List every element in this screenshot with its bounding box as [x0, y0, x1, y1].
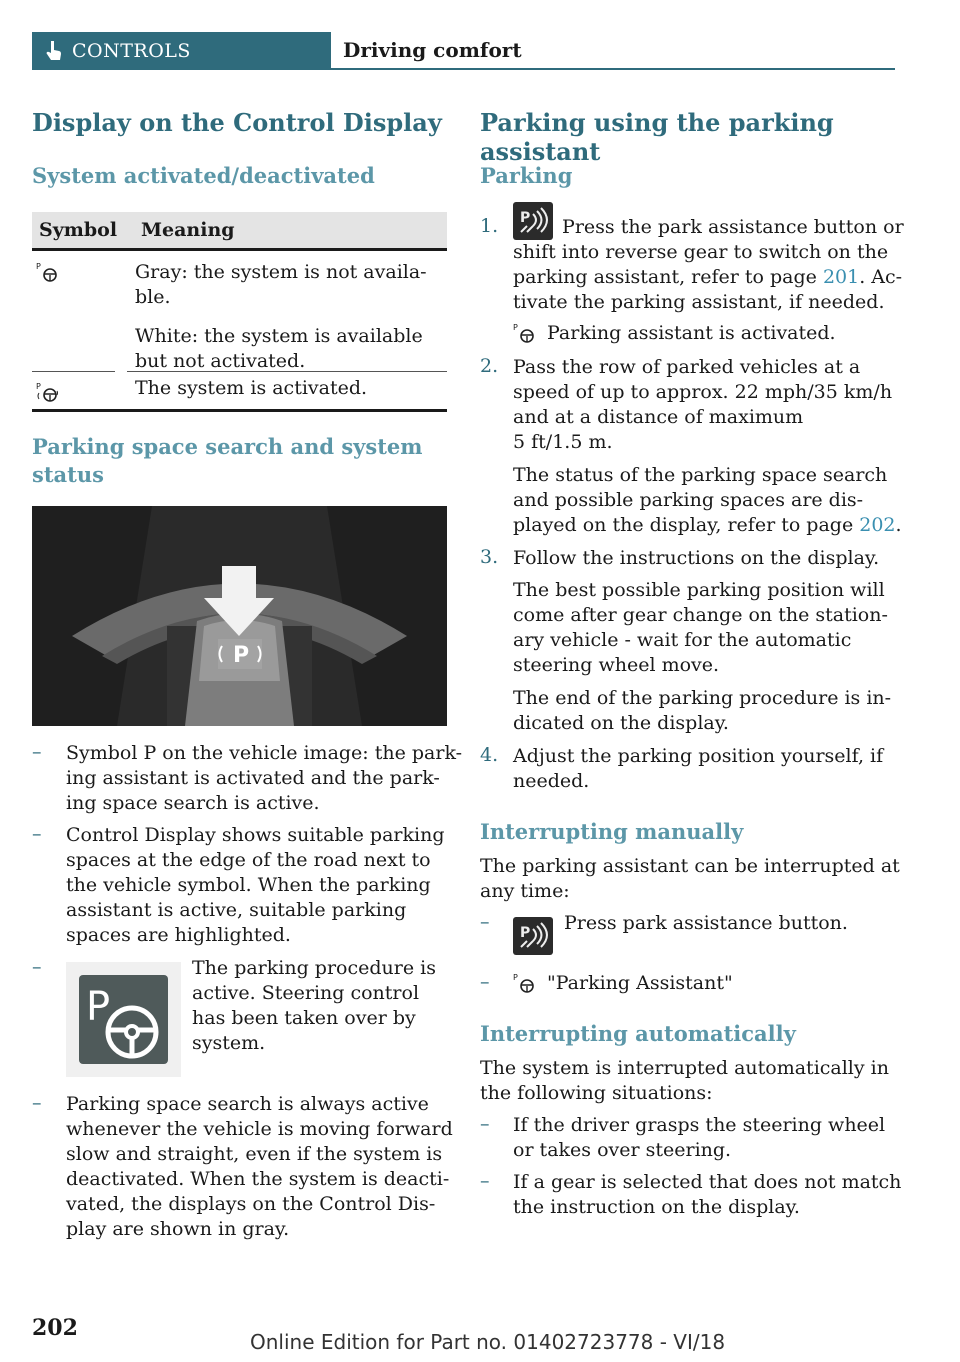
auto-intro: The system is interrupted automatically in the following situations: [480, 1057, 889, 1104]
page-link-202[interactable]: 202 [859, 514, 896, 536]
list-item: Parking space search is always active whenever the vehicle is moving forward slow and straight, even if the system is deactivated. When the system is deacti- vated, the displays on the Control Dis- play are shown in gray. [66, 1093, 453, 1240]
step-3-note: The best possible parking position will come after gear change on the station- ary vehicle - wait for the automatic steering wheel move. [513, 579, 888, 676]
parking-assist-active-icon [513, 972, 535, 994]
svg-text:P: P [520, 925, 531, 941]
parking-display-image [32, 506, 447, 726]
meaning-gray: Gray: the system is not availa- ble. [135, 261, 427, 308]
parking-assist-active-icon [513, 322, 535, 344]
svg-text:P: P [36, 382, 41, 391]
list-item: The parking procedure is active. Steering control has been taken over by system. [192, 957, 436, 1054]
svg-text:P: P [233, 643, 250, 668]
left-title: Display on the Control Display [32, 108, 442, 137]
step-1-text: Press the park assistance button or shift into reverse gear to switch on the parking assistant, refer to page 201. Ac- tivate the parking assistant, if needed. [513, 216, 904, 313]
col-meaning: Meaning [141, 219, 235, 241]
right-subtitle-3: Interrupting automatically [480, 1021, 796, 1046]
svg-text:P: P [513, 973, 518, 982]
list-item: If a gear is selected that does not match the instruction on the display. [513, 1171, 902, 1218]
meaning-activated: The system is activated. [135, 377, 368, 399]
section-title: CONTROLS [72, 40, 191, 62]
step-3-text: Follow the instructions on the display. [513, 547, 880, 569]
park-assist-button-icon [513, 917, 553, 955]
step-1-note: Parking assistant is activated. [547, 322, 836, 344]
list-item: Control Display shows suitable parking spaces at the edge of the road next to the vehicle symbol. When the parking assistant is active, suitable parking spaces are highlighted. [66, 824, 445, 946]
svg-text:P: P [36, 262, 41, 271]
steering-control-icon [66, 962, 181, 1077]
svg-text:P: P [86, 984, 111, 1030]
parking-assist-inactive-icon [36, 261, 58, 283]
page-number: 202 [32, 1315, 78, 1341]
list-item: Press park assistance button. [564, 912, 848, 934]
chapter-title: Driving comfort [331, 32, 895, 70]
step-2-note: The status of the parking space search and possible parking spaces are dis- played on the display, refer to page 202. [513, 464, 902, 536]
hand-pointer-icon [46, 40, 62, 62]
table-row [32, 371, 447, 412]
right-subtitle-2: Interrupting manually [480, 819, 744, 844]
step-3-note-2: The end of the parking procedure is in- dicated on the display. [513, 687, 892, 734]
symbol-table [32, 212, 447, 412]
step-2-text: Pass the row of parked vehicles at a speed of up to approx. 22 mph/35 km/h and at a distance of maximum 5 ft/1.5 m. [513, 356, 893, 453]
meaning-white: White: the system is available but not activated. [135, 325, 423, 372]
list-item: Symbol P on the vehicle image: the park- ing assistant is activated and the park- ing space search is active. [66, 742, 463, 814]
list-item: "Parking Assistant" [547, 972, 733, 994]
svg-text:P: P [520, 210, 531, 226]
table-row [32, 251, 447, 371]
right-subtitle-1: Parking [480, 163, 573, 188]
edition-line: Online Edition for Part no. 01402723778 - VI/18 [250, 1330, 726, 1354]
page-link-201[interactable]: 201 [822, 266, 860, 288]
manual-intro: The parking assistant can be interrupted at any time: [480, 855, 900, 902]
section-tab [32, 32, 331, 70]
parking-assist-active-icon [36, 381, 58, 403]
right-title: Parking using the parking assistant [480, 108, 834, 166]
left-subtitle-2: Parking space search and system status [32, 434, 423, 487]
step-4-text: Adjust the parking position yourself, if needed. [513, 745, 884, 792]
col-symbol: Symbol [39, 219, 118, 241]
svg-text:P: P [513, 323, 518, 332]
list-item: If the driver grasps the steering wheel or takes over steering. [513, 1114, 886, 1161]
left-subtitle-1: System activated/deactivated [32, 163, 375, 188]
